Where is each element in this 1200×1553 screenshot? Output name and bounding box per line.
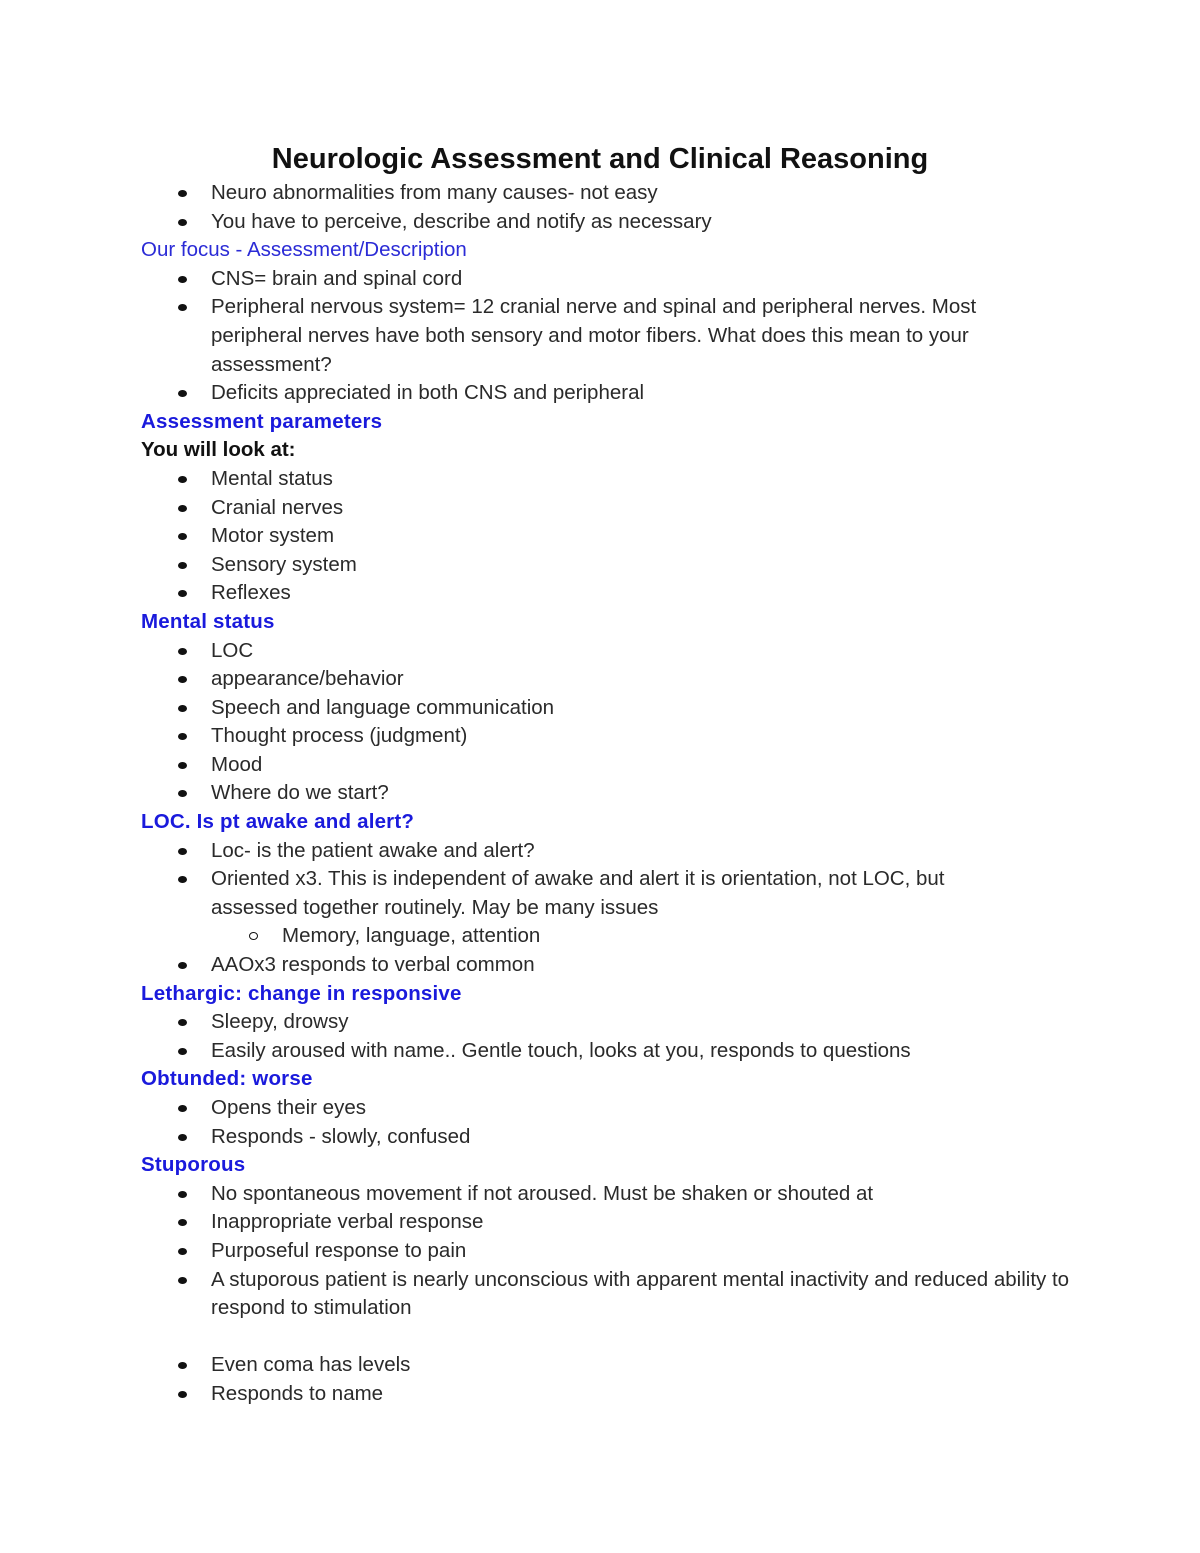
- sub-list-item: Memory, language, attention: [141, 922, 1061, 951]
- list-item: Oriented x3. This is independent of awake and alert it is orientation, not LOC, but assessed together routinely. May be many issues: [141, 865, 991, 922]
- page-title: Neurologic Assessment and Clinical Reasoning: [271, 143, 929, 175]
- blank-line: [141, 1323, 1061, 1352]
- lethargic-list: [141, 1008, 1061, 1065]
- bullet-icon: [178, 733, 187, 740]
- mental-status-list: [141, 637, 1061, 809]
- section-heading-lethargic: Lethargic: change in responsive: [141, 981, 462, 1005]
- section-heading-parameters: Assessment parameters: [141, 409, 383, 433]
- list-item: CNS= brain and spinal cord: [141, 265, 1061, 294]
- list-item: Where do we start?: [141, 779, 1061, 808]
- list-item: Responds to name: [141, 1380, 1061, 1409]
- section-heading-mental-status: Mental status: [141, 609, 275, 633]
- section-heading-loc: LOC. Is pt awake and alert?: [141, 810, 415, 834]
- list-item: Sensory system: [141, 551, 1061, 580]
- bullet-icon: [178, 962, 187, 969]
- bullet-icon: [178, 1105, 187, 1112]
- list-item: Sleepy, drowsy: [141, 1008, 1061, 1037]
- bullet-icon: [178, 1191, 187, 1198]
- bullet-icon: [178, 848, 187, 855]
- bullet-icon: [178, 590, 187, 597]
- loc-list: [141, 837, 1061, 980]
- bullet-icon: [178, 533, 187, 540]
- list-item: Reflexes: [141, 579, 1061, 608]
- bullet-icon: [178, 1134, 187, 1141]
- list-item: AAOx3 responds to verbal common: [141, 951, 1061, 980]
- stuporous-list-continued: [141, 1351, 1061, 1408]
- list-item: No spontaneous movement if not aroused. Must be shaken or shouted at: [141, 1180, 1061, 1209]
- bullet-icon: [178, 190, 187, 197]
- list-item: Cranial nerves: [141, 494, 1061, 523]
- bullet-icon: [178, 505, 187, 512]
- hollow-bullet-icon: [249, 932, 258, 940]
- list-item: Neuro abnormalities from many causes- not easy: [141, 179, 1061, 208]
- list-item: A stuporous patient is nearly unconscious with apparent mental inactivity and reduced ability to respond to stimulation: [141, 1266, 1101, 1323]
- list-item: Inappropriate verbal response: [141, 1208, 1061, 1237]
- section-heading-focus: Our focus - Assessment/Description: [141, 238, 467, 262]
- stuporous-list: [141, 1180, 1070, 1323]
- list-item: Peripheral nervous system= 12 cranial nerve and spinal and peripheral nerves. Most peripheral nerves have both sensory and motor fibers. What does this mean to your assessment?: [141, 293, 1041, 379]
- list-item: Loc- is the patient awake and alert?: [141, 837, 1061, 866]
- bullet-icon: [178, 562, 187, 569]
- list-item: Thought process (judgment): [141, 722, 1061, 751]
- section-heading-stuporous: Stuporous: [141, 1153, 246, 1177]
- list-item: LOC: [141, 637, 1061, 666]
- section-subheading: You will look at:: [141, 438, 296, 462]
- bullet-icon: [178, 1362, 187, 1369]
- focus-list: [141, 265, 1061, 408]
- list-item: Motor system: [141, 522, 1061, 551]
- bullet-icon: [178, 876, 187, 883]
- bullet-icon: [178, 476, 187, 483]
- list-item: Even coma has levels: [141, 1351, 1061, 1380]
- bullet-icon: [178, 390, 187, 397]
- bullet-icon: [178, 304, 187, 311]
- intro-list: [141, 179, 1061, 236]
- bullet-icon: [178, 219, 187, 226]
- parameters-list: [141, 465, 1061, 608]
- section-heading-obtunded: Obtunded: worse: [141, 1067, 313, 1091]
- bullet-icon: [178, 648, 187, 655]
- obtunded-list: [141, 1094, 1061, 1151]
- document-body: [141, 179, 1070, 1409]
- bullet-icon: [178, 1391, 187, 1398]
- bullet-icon: [178, 705, 187, 712]
- bullet-icon: [178, 1219, 187, 1226]
- bullet-icon: [178, 1248, 187, 1255]
- bullet-icon: [178, 1048, 187, 1055]
- bullet-icon: [178, 1019, 187, 1026]
- list-item: Mental status: [141, 465, 1061, 494]
- bullet-icon: [178, 276, 187, 283]
- list-item: Purposeful response to pain: [141, 1237, 1061, 1266]
- list-item: Mood: [141, 751, 1061, 780]
- list-item: Opens their eyes: [141, 1094, 1061, 1123]
- bullet-icon: [178, 1277, 187, 1284]
- bullet-icon: [178, 790, 187, 797]
- list-item: You have to perceive, describe and notify as necessary: [141, 208, 1061, 237]
- list-item: Speech and language communication: [141, 694, 1061, 723]
- list-item: appearance/behavior: [141, 665, 1061, 694]
- list-item: Responds - slowly, confused: [141, 1123, 1061, 1152]
- bullet-icon: [178, 676, 187, 683]
- list-item: Easily aroused with name.. Gentle touch, looks at you, responds to questions: [141, 1037, 1061, 1066]
- list-item: Deficits appreciated in both CNS and peripheral: [141, 379, 1061, 408]
- bullet-icon: [178, 762, 187, 769]
